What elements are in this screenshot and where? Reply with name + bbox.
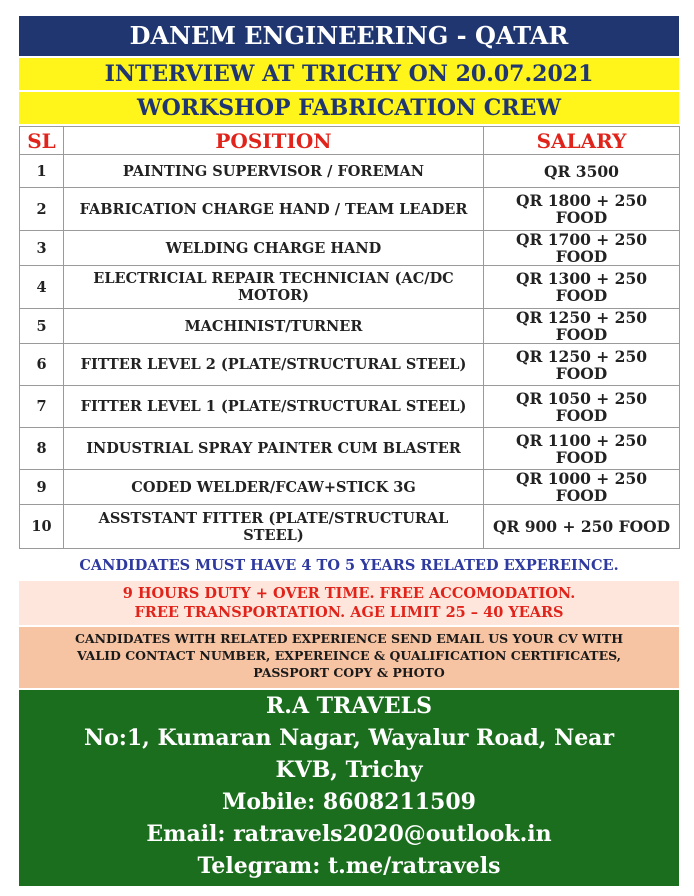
- row-position: FITTER LEVEL 2 (PLATE/STRUCTURAL STEEL): [64, 344, 484, 386]
- table-row: [20, 344, 680, 386]
- benefits-band: [19, 581, 679, 625]
- agency-mobile: Mobile: 8608211509: [222, 789, 476, 815]
- row-salary: QR 1250 + 250 FOOD: [484, 344, 680, 386]
- header-position: POSITION: [64, 127, 484, 155]
- agency-address: No:1, Kumaran Nagar, Wayalur Road, Near: [83, 725, 615, 751]
- row-sl: 10: [20, 505, 64, 549]
- header-sl: SL: [20, 127, 64, 155]
- row-salary: QR 1250 + 250 FOOD: [484, 309, 680, 344]
- row-sl: 3: [20, 231, 64, 266]
- row-sl: 9: [20, 470, 64, 505]
- row-position: ELECTRICIAL REPAIR TECHNICIAN (AC/DC MOTOR): [64, 266, 484, 309]
- table-row: [20, 505, 680, 549]
- table-header-row: [20, 127, 680, 155]
- apply-line: CANDIDATES WITH RELATED EXPERIENCE SEND EMAIL US YOUR CV WITH: [74, 631, 624, 646]
- agency-email: Email: ratravels2020@outlook.in: [146, 821, 552, 847]
- table-row: [20, 309, 680, 344]
- table-row: [20, 188, 680, 231]
- row-position: CODED WELDER/FCAW+STICK 3G: [64, 470, 484, 505]
- row-position: WELDING CHARGE HAND: [64, 231, 484, 266]
- benefits-line: 9 HOURS DUTY + OVER TIME. FREE ACCOMODATION.: [122, 585, 576, 602]
- row-sl: 4: [20, 266, 64, 309]
- header-salary: SALARY: [484, 127, 680, 155]
- row-salary: QR 3500: [484, 155, 680, 188]
- experience-note: CANDIDATES MUST HAVE 4 TO 5 YEARS RELATED EXPEREINCE.: [79, 557, 619, 574]
- row-sl: 6: [20, 344, 64, 386]
- table-row: [20, 155, 680, 188]
- table-row: [20, 386, 680, 428]
- row-salary: QR 1300 + 250 FOOD: [484, 266, 680, 309]
- company-title: DANEM ENGINEERING - QATAR: [19, 16, 679, 56]
- positions-table: [19, 126, 680, 549]
- row-salary: QR 1050 + 250 FOOD: [484, 386, 680, 428]
- table-row: [20, 470, 680, 505]
- row-sl: 1: [20, 155, 64, 188]
- row-sl: 5: [20, 309, 64, 344]
- interview-banner: INTERVIEW AT TRICHY ON 20.07.2021: [19, 58, 679, 90]
- row-position: FITTER LEVEL 1 (PLATE/STRUCTURAL STEEL): [64, 386, 484, 428]
- agency-name: R.A TRAVELS: [266, 693, 432, 719]
- row-sl: 2: [20, 188, 64, 231]
- row-salary: QR 1100 + 250 FOOD: [484, 428, 680, 470]
- row-position: ASSTSTANT FITTER (PLATE/STRUCTURAL STEEL): [64, 505, 484, 549]
- table-row: [20, 266, 680, 309]
- benefits-line: FREE TRANSPORTATION. AGE LIMIT 25 – 40 YEARS: [134, 604, 564, 621]
- agency-contact: [19, 690, 679, 886]
- row-salary: QR 1000 + 250 FOOD: [484, 470, 680, 505]
- row-position: INDUSTRIAL SPRAY PAINTER CUM BLASTER: [64, 428, 484, 470]
- apply-line: PASSPORT COPY & PHOTO: [253, 665, 445, 680]
- apply-instructions: [19, 627, 679, 688]
- table-row: [20, 231, 680, 266]
- agency-address: KVB, Trichy: [275, 757, 423, 783]
- agency-telegram: Telegram: t.me/ratravels: [197, 853, 501, 879]
- apply-line: VALID CONTACT NUMBER, EXPEREINCE & QUALIFICATION CERTIFICATES,: [76, 648, 622, 663]
- row-position: PAINTING SUPERVISOR / FOREMAN: [64, 155, 484, 188]
- row-sl: 7: [20, 386, 64, 428]
- row-position: MACHINIST/TURNER: [64, 309, 484, 344]
- row-position: FABRICATION CHARGE HAND / TEAM LEADER: [64, 188, 484, 231]
- row-salary: QR 1800 + 250 FOOD: [484, 188, 680, 231]
- row-salary: QR 1700 + 250 FOOD: [484, 231, 680, 266]
- row-sl: 8: [20, 428, 64, 470]
- row-salary: QR 900 + 250 FOOD: [484, 505, 680, 549]
- table-row: [20, 428, 680, 470]
- crew-banner: WORKSHOP FABRICATION CREW: [19, 92, 679, 124]
